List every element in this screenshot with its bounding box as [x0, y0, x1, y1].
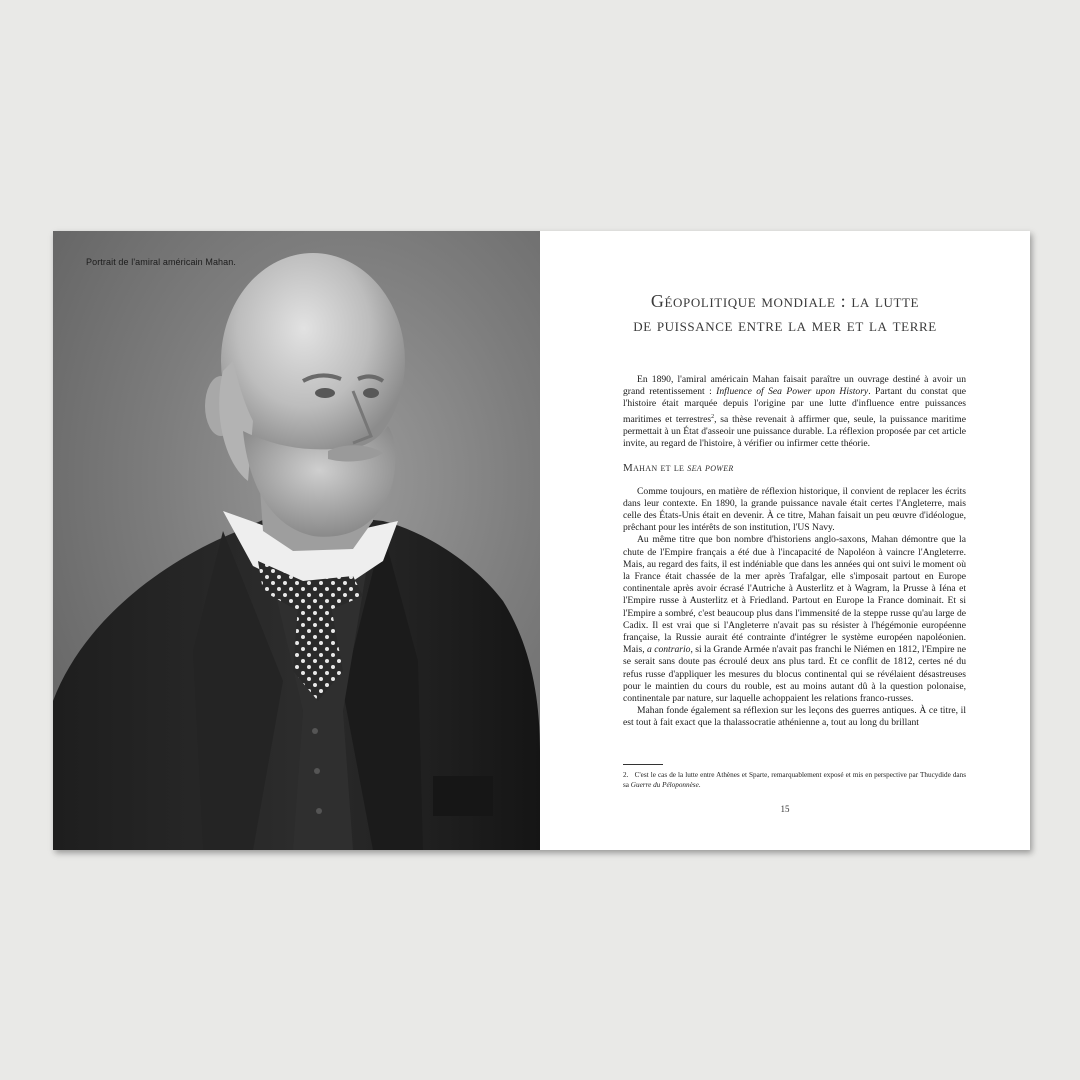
footnote-number: 2.: [623, 771, 629, 779]
paragraph-2-italic: a contrario: [647, 644, 691, 656]
footnote-reference: 2: [711, 413, 715, 420]
photo-caption: Portrait de l'amiral américain Mahan.: [86, 257, 236, 267]
paragraph-2-text-b: , si la Grande Armée n'avait pas franchi le Niémen en 1812, l'Empire ne se serait sans doute pas écroulé deux ans plus tard. Et ce conflit de 1812, certes né du refus russe d'appliquer les mesures du blocus continental qui se révélaient désastreuses pour le maintien du cours du rouble, est au moins autant dû à la question polonaise, continentale par nature, sur laquelle achoppaient les relations franco-russes.: [623, 644, 966, 705]
chapter-title-line-2: de puissance entre la mer et la terre: [633, 315, 937, 335]
photo-page: [53, 231, 540, 850]
intro-text-3: , sa thèse revenait à affirmer que, seule, la puissance maritime permettait à un État d'asseoir une puissance durable. La réflexion proposée par cet article invite, au regard de l'histoire, à vérifier ou infirmer cette théorie.: [623, 413, 967, 450]
section-heading-italic: sea power: [687, 462, 734, 475]
body-text: [623, 374, 966, 730]
section-heading: [623, 462, 966, 474]
chapter-title: [540, 289, 1030, 337]
footnote-divider: [623, 764, 663, 765]
paragraph-2-text-a: Au même titre que bon nombre d'historiens anglo-saxons, Mahan démontre que la chute de l'Empire français a été due à l'incapacité de Napoléon à vaincre l'Angleterre. Mais, au regard des faits, il est indéniable que dans les années qui ont suivi le moment où la France était chassée de la mer après Trafalgar, elle s'imposait partout en Europe continentale après avoir écrasé l'Autriche à Austerlitz et à Wagram, la Prusse à Iéna et l'Empire russe à Austerlitz et à Friedland. Partout en Europe la France dominait. Et si l'Empire a sombré, c'est beaucoup plus dans l'immensité de la steppe russe qu'au large de Cadix. Il est vrai que si l'Angleterre n'avait pas su résister à l'hégémonie européenne française, la Russie aurait été contrainte d'intégrer le système européen napoléonien. Mais,: [623, 534, 966, 656]
paragraph-2: [623, 534, 966, 705]
intro-text-2: . Partant du constat que l'histoire était marquée depuis l'origine par une lutte d'influence entre puissances maritimes et terrestres: [623, 386, 966, 425]
section-heading-text: Mahan et le: [623, 462, 688, 475]
footnote-end: .: [698, 781, 701, 789]
intro-paragraph: [623, 374, 966, 450]
footnote-italic: Guerre du Péloponnèse: [630, 781, 699, 789]
footnote: [623, 770, 966, 790]
book-spread: [53, 231, 1030, 850]
book-title: Influence of Sea Power upon History: [716, 386, 869, 398]
paragraph-3: Mahan fonde également sa réflexion sur les leçons des guerres antiques. À ce titre, il est tout à fait exact que la thalassocratie athénienne a, tout au long du brillant: [623, 705, 966, 729]
text-page: [540, 231, 1030, 850]
footnote-text: C'est le cas de la lutte entre Athènes et Sparte, remarquablement exposé et mis en perspective par Thucydide dans sa: [623, 771, 966, 789]
chapter-title-line-1: Géopolitique mondiale : la lutte: [650, 291, 920, 311]
intro-text-1: En 1890, l'amiral américain Mahan faisait paraître un ouvrage destiné à avoir un grand retentissement :: [623, 374, 966, 398]
paragraph-1: Comme toujours, en matière de réflexion historique, il convient de replacer les écrits dans leur contexte. En 1890, la grande puissance navale était certes l'Angleterre, mais celle des États-Unis était en devenir. À ce titre, Mahan faisait un peu œuvre d'idéologue, prêchant pour les intérêts de son institution, l'US Navy.: [623, 485, 966, 534]
page-number: 15: [780, 804, 790, 814]
portrait-photo: [53, 231, 540, 850]
